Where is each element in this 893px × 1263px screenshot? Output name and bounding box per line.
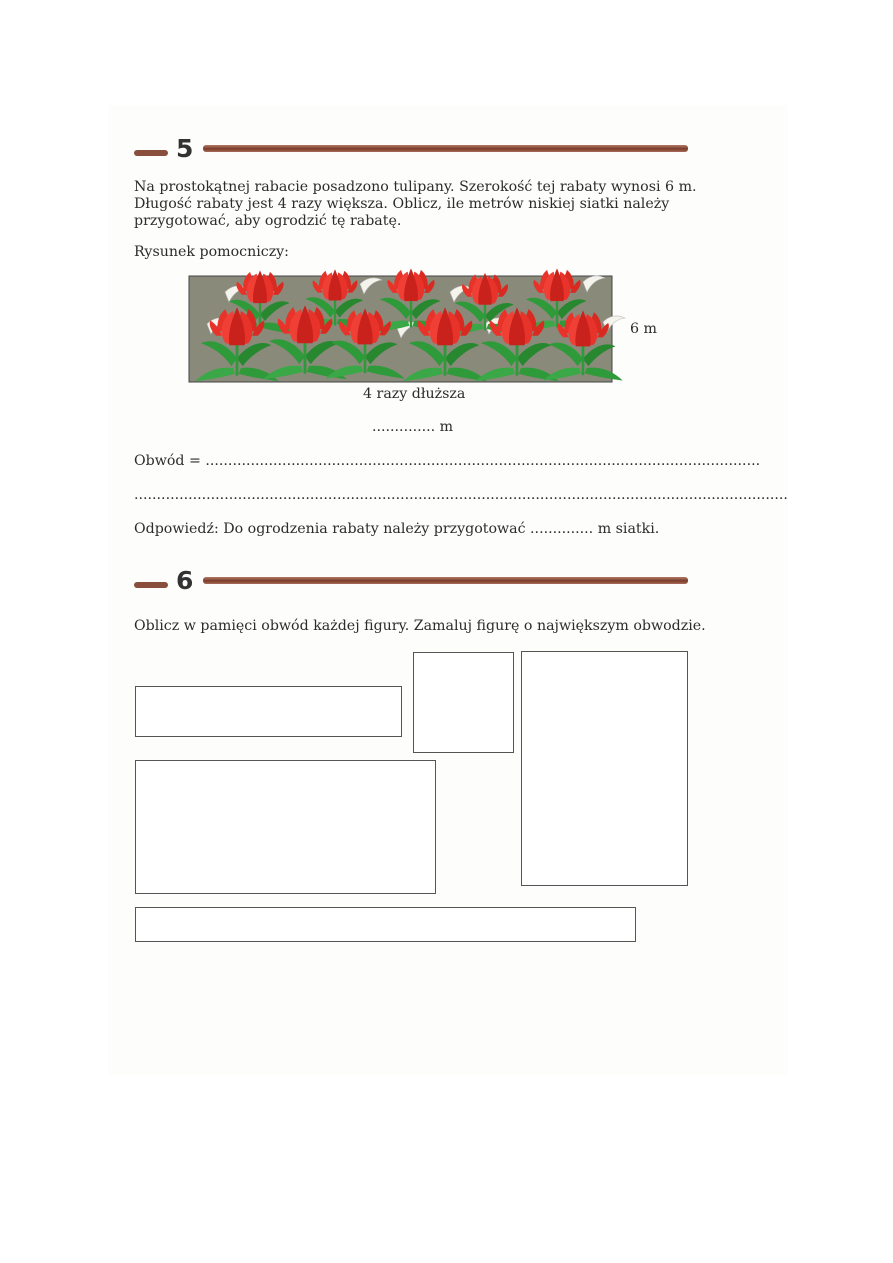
task5-header-rule — [203, 145, 688, 152]
task5-line-2: Długość rabaty jest 4 razy większa. Oblicz, ile metrów niskiej siatki należy — [134, 196, 670, 212]
task6-number: 6 — [176, 566, 194, 595]
figure-rectangle-wide-top[interactable] — [135, 686, 402, 737]
perimeter-line: Obwód = ........................................................................................................................... — [134, 453, 761, 469]
task6-instruction: Oblicz w pamięci obwód każdej figury. Zamaluj figurę o największym obwodzie. — [134, 618, 706, 634]
task5-header-stub — [134, 150, 168, 156]
bed-length-label: 4 razy dłuższa — [363, 386, 466, 402]
task5-number: 5 — [176, 134, 194, 163]
figure-rectangle-long-bottom[interactable] — [135, 907, 636, 942]
drawing-label: Rysunek pomocniczy: — [134, 244, 289, 260]
length-blank: .............. m — [372, 419, 454, 435]
work-line: ................................................................................................................................................. — [134, 487, 788, 503]
figure-rectangle-tall[interactable] — [521, 651, 688, 886]
figure-rectangle-large[interactable] — [135, 760, 436, 894]
tulip-bed-illustration — [185, 262, 635, 386]
answer-line: Odpowiedź: Do ogrodzenia rabaty należy przygotować .............. m siatki. — [134, 521, 660, 537]
bed-width-label: 6 m — [630, 321, 657, 337]
task5-line-1: Na prostokątnej rabacie posadzono tulipany. Szerokość tej rabaty wynosi 6 m. — [134, 179, 697, 195]
task6-header-rule — [203, 577, 688, 584]
task6-header-stub — [134, 582, 168, 588]
task5-line-3: przygotować, aby ogrodzić tę rabatę. — [134, 213, 402, 229]
figure-square[interactable] — [413, 652, 514, 753]
